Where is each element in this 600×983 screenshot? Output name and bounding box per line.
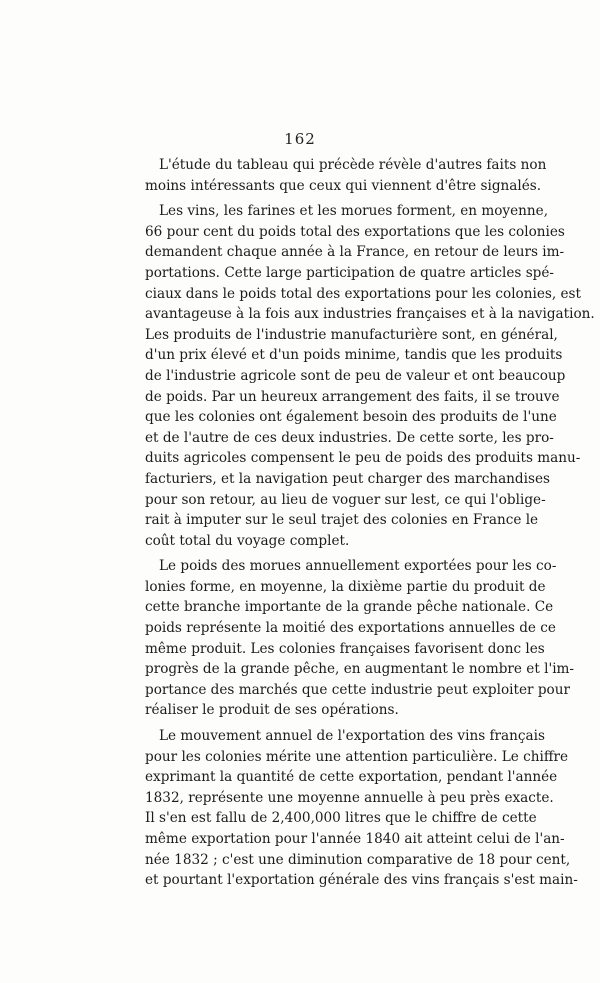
text-line: même produit. Les colonies françaises favorisent donc les <box>145 640 545 657</box>
text-line: avantageuse à la fois aux industries françaises et à la navigation. <box>145 306 595 323</box>
text-line: que les colonies ont également besoin des produits de l'une <box>145 409 557 426</box>
text-line: d'un prix élevé et d'un poids minime, tandis que les produits <box>145 347 563 364</box>
paragraph <box>145 155 547 196</box>
paragraph <box>145 726 578 891</box>
text-line: L'étude du tableau qui précède révèle d'autres faits non <box>159 157 547 173</box>
text-line: même exportation pour l'année 1840 ait atteint celui de l'an- <box>145 831 565 847</box>
text-line: lonies forme, en moyenne, la dixième partie du produit de <box>145 578 546 595</box>
text-line: poids représente la moitié des exportations annuelles de ce <box>145 620 556 637</box>
text-line: Les vins, les farines et les morues forment, en moyenne, <box>159 203 549 220</box>
page-number: 162 <box>284 130 316 148</box>
text-line: rait à imputer sur le seul trajet des colonies en France le <box>145 512 539 529</box>
text-line: de l'industrie agricole sont de peu de valeur et ont beaucoup <box>145 367 566 384</box>
text-line: portations. Cette large participation de quatre articles spé- <box>145 264 555 281</box>
paragraph <box>145 201 595 551</box>
paragraph <box>145 556 575 721</box>
text-line: Les produits de l'industrie manufacturière sont, en général, <box>145 326 558 343</box>
text-line: demandent chaque année à la France, en retour de leurs im- <box>145 244 565 261</box>
text-line: réaliser le produit de ses opérations. <box>145 702 399 719</box>
text-line: pour son retour, au lieu de voguer sur lest, ce qui l'oblige- <box>145 491 546 508</box>
text-line: ciaux dans le poids total des exportations pour les colonies, est <box>145 285 581 302</box>
text-line: Il s'en est fallu de 2,400,000 litres que le chiffre de cette <box>145 810 537 827</box>
text-line: 66 pour cent du poids total des exportations que les colonies <box>145 223 565 240</box>
text-line: duits agricoles compensent le peu de poids des produits manu- <box>145 450 581 467</box>
text-line: cette branche importante de la grande pêche nationale. Ce <box>145 599 554 616</box>
text-line: progrès de la grande pêche, en augmentant le nombre et l'im- <box>145 661 575 678</box>
text-line: et de l'autre de ces deux industries. De cette sorte, les pro- <box>145 429 554 446</box>
text-line: 1832, représente une moyenne annuelle à peu près exacte. <box>145 789 554 806</box>
text-line: née 1832 ; c'est une diminution comparative de 18 pour cent, <box>145 851 571 868</box>
text-line: pour les colonies mérite une attention particulière. Le chiffre <box>145 748 569 765</box>
text-line: moins intéressants que ceux qui viennent d'être signalés. <box>145 177 542 194</box>
text-line: Le mouvement annuel de l'exportation des vins français <box>159 728 545 745</box>
text-line: coût total du voyage complet. <box>145 532 350 549</box>
text-line: de poids. Par un heureux arrangement des faits, il se trouve <box>145 388 560 405</box>
text-line: Le poids des morues annuellement exportées pour les co- <box>159 558 557 575</box>
text-line: et pourtant l'exportation générale des vins français s'est main- <box>145 872 578 889</box>
body-text <box>145 155 595 896</box>
text-line: exprimant la quantité de cette exportation, pendant l'année <box>145 769 558 786</box>
text-line: facturiers, et la navigation peut charger des marchandises <box>145 470 550 487</box>
text-line: portance des marchés que cette industrie peut exploiter pour <box>145 681 570 698</box>
